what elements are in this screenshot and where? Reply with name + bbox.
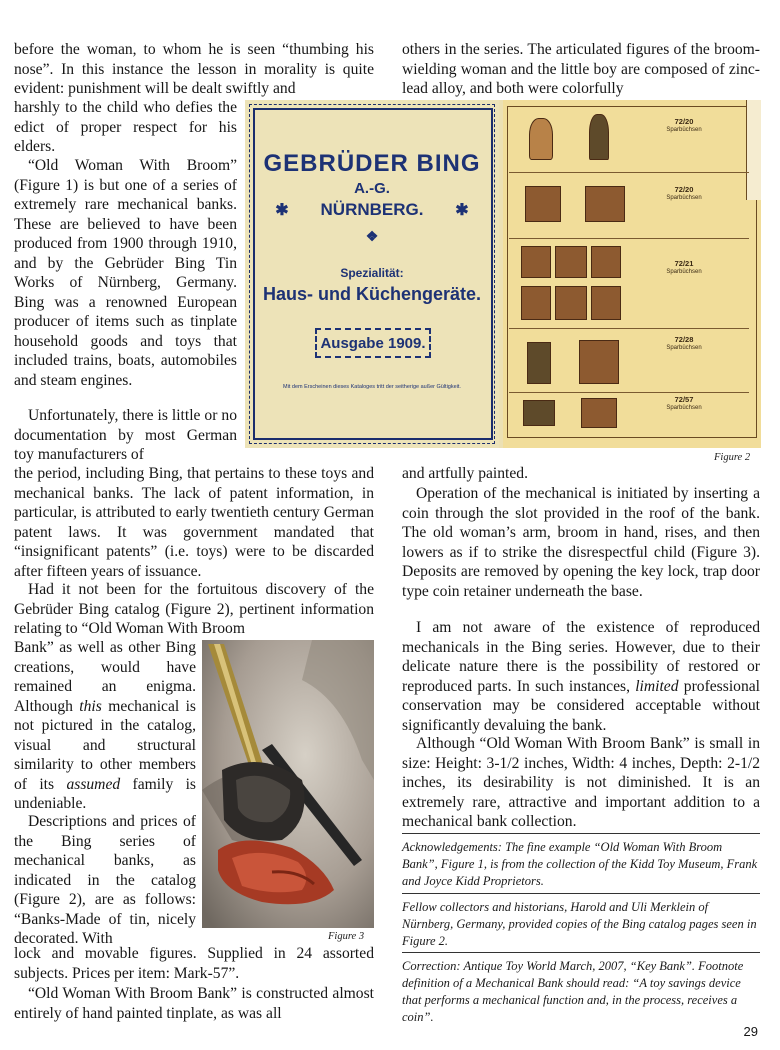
body-paragraph: I am not aware of the existence of reproduced mechanicals in the Bing series. However, due to their delicate nature there is the possibility of restored or reproduced parts. In such instances, limited professional conservation may be considered acceptable without significantly devaluing the bank. bbox=[402, 619, 760, 734]
body-paragraph: Operation of the mechanical is initiated by inserting a coin through the slot provided in the roof of the bank. The old woman’s arm, broom in hand, rises, and then lowers as if to strike the disrespectful child (Figure 3). Deposits are removed by opening the key lock, trap door type coin retainer underneath the base. bbox=[402, 485, 760, 600]
body-paragraph: Bank” as well as other Bing creations, would have remained an enigma. Although this mechanical is not pictured in the catalog, visual and structural similarity to other members of its assumed family is undeniable. bbox=[14, 639, 196, 812]
safe-bank-illustration bbox=[523, 400, 555, 426]
house-bank-illustration bbox=[555, 246, 587, 278]
house-bank-illustration bbox=[555, 286, 587, 320]
catalog-entry: 72/20 Sparbüchsen bbox=[666, 185, 702, 201]
asterisk-ornament-icon: ✱ bbox=[275, 202, 289, 219]
acknowledgement-note: Acknowledgements: The fine example “Old Woman With Broom Bank”, Figure 1, is from the collection of the Kidd Toy Museum, Frank and Joyce Kidd Proprietors. bbox=[402, 840, 758, 888]
figure-3-caption: Figure 3 bbox=[328, 931, 365, 942]
figure-bank-illustration bbox=[589, 114, 609, 160]
catalog-row bbox=[509, 172, 749, 239]
body-paragraph: harshly to the child who defies the edict of proper respect for his elders. bbox=[14, 99, 237, 155]
catalog-edition: Ausgabe 1909. bbox=[315, 328, 431, 358]
body-paragraph: Although “Old Woman With Broom Bank” is small in size: Height: 3-1/2 inches, Width: 4 inches, Depth: 2-1/2 inches, its desirability is not diminished. It is an extremely rare, attractive and important addition to a mechanical bank collection. bbox=[402, 735, 760, 830]
body-paragraph: and artfully painted. bbox=[402, 465, 529, 482]
body-paragraph: Had it not been for the fortuitous discovery of the Gebrüder Bing catalog (Figure 2), pertinent information relating to “Old Woman With Broom bbox=[14, 581, 374, 637]
catalog-row bbox=[509, 392, 749, 434]
catalog-entry: 72/21 Sparbüchsen bbox=[666, 259, 702, 275]
catalog-footer-note: Mit dem Erscheinen dieses Kataloges tritt der seitherige außer Gültigkeit. bbox=[283, 384, 461, 390]
safe-bank-illustration bbox=[581, 398, 617, 428]
catalog-specialty: Haus- und Küchengeräte. bbox=[262, 284, 482, 304]
tin-bank-illustration bbox=[579, 340, 619, 384]
catalog-specialty-label: Spezialität: bbox=[340, 266, 404, 280]
asterisk-ornament-icon: ✱ bbox=[455, 202, 469, 219]
tin-bank-illustration bbox=[527, 342, 551, 384]
catalog-bank-page bbox=[503, 100, 761, 448]
catalog-entry: 72/20 Sparbüchsen bbox=[666, 117, 702, 133]
catalog-brand-sub: A.-G. bbox=[354, 180, 390, 197]
house-bank-illustration bbox=[591, 286, 621, 320]
house-bank-illustration bbox=[521, 286, 551, 320]
figure-2-caption: Figure 2 bbox=[714, 452, 751, 463]
page-number: 29 bbox=[743, 1024, 758, 1039]
rabbit-bank-illustration bbox=[529, 118, 553, 160]
body-paragraph: “Old Woman With Broom Bank” is constructed almost entirely of hand painted tinplate, as was all bbox=[14, 985, 374, 1022]
bank-detail-photo bbox=[202, 640, 374, 928]
divider bbox=[402, 952, 760, 953]
house-bank-illustration bbox=[585, 186, 625, 222]
body-paragraph: “Old Woman With Broom” (Figure 1) is but one of a series of extremely rare mechanical banks. These are believed to have been produced from 1900 through 1910, and by the Gebrüder Bing Tin Works of Nürnberg, Germany. Bing was a renowned European producer of items such as tinplate household goods and toys that included trains, boats, automobiles and steam engines. bbox=[14, 157, 237, 389]
body-paragraph: Descriptions and prices of the Bing series of mechanical banks, as indicated in the catalog (Figure 2), are as follows: “Banks-Made of tin, nicely decorated. With bbox=[14, 813, 196, 947]
catalog-row bbox=[509, 108, 749, 173]
figure-3-photo bbox=[202, 640, 374, 928]
catalog-cover-page bbox=[245, 100, 499, 448]
divider bbox=[402, 833, 760, 834]
house-bank-illustration bbox=[591, 246, 621, 278]
catalog-row bbox=[509, 328, 749, 393]
house-bank-illustration bbox=[521, 246, 551, 278]
correction-note: Correction: Antique Toy World March, 2007, “Key Bank”. Footnote definition of a Mechanical Bank should read: “A toy savings device that performs a mechanical function and, in the process, receives a coin”. bbox=[402, 959, 744, 1024]
body-paragraph: others in the series. The articulated figures of the broom-wielding woman and the little boy are composed of zinc-lead alloy, and both were colorfully bbox=[402, 41, 760, 97]
body-paragraph: lock and movable figures. Supplied in 24 assorted subjects. Prices per item: Mark-57”. bbox=[14, 945, 374, 982]
catalog-city: NÜRNBERG. bbox=[320, 200, 424, 219]
body-paragraph: Unfortunately, there is little or no documentation by most German toy manufacturers of bbox=[14, 407, 237, 463]
house-bank-illustration bbox=[525, 186, 561, 222]
catalog-row bbox=[509, 238, 749, 329]
catalog-brand: GEBRÜDER BING bbox=[263, 150, 481, 177]
body-paragraph: the period, including Bing, that pertains to these toys and mechanical banks. The lack of patent information, in particular, is attributed to early twentieth century German patent laws. It was government mandated that “insignificant patents” (i.e. toys) were to be discarded after fifteen years of issuance. bbox=[14, 465, 374, 580]
divider bbox=[402, 893, 760, 894]
catalog-entry: 72/57 Sparbüchsen bbox=[666, 395, 702, 411]
catalog-entry: 72/28 Sparbüchsen bbox=[666, 335, 702, 351]
figure-2-catalog bbox=[245, 100, 761, 448]
acknowledgement-note: Fellow collectors and historians, Harold and Uli Merklein of Nürnberg, Germany, provided copies of the Bing catalog pages seen in Figure 2. bbox=[402, 900, 757, 948]
body-paragraph: before the woman, to whom he is seen “thumbing his nose”. In this instance the lesson in morality is quite evident: punishment will be dealt swiftly and bbox=[14, 41, 374, 97]
lattice-ornament-icon: ❖ bbox=[365, 228, 379, 244]
